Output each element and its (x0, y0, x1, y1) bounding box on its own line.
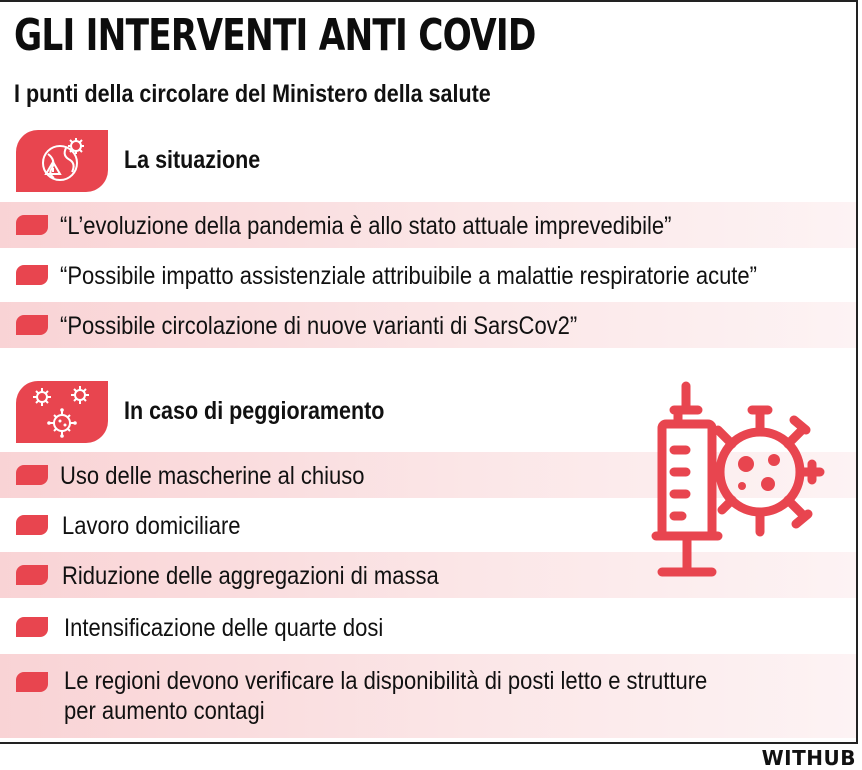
syringe-virus-icon (648, 380, 828, 592)
list-item (0, 604, 856, 650)
list-item-text: Lavoro domiciliare (62, 512, 241, 540)
bullet-marker (16, 215, 48, 235)
list-item-text: Uso delle mascherine al chiuso (60, 462, 365, 490)
bullet-marker (16, 315, 48, 335)
list-item (0, 202, 856, 248)
list-item (0, 252, 856, 298)
list-item-text: “Possibile impatto assistenziale attribuibile a malattie respiratorie acute” (60, 262, 757, 290)
bullet-marker (16, 515, 48, 535)
list-item (0, 302, 856, 348)
page-title: GLI INTERVENTI ANTI COVID (14, 10, 536, 61)
list-item (0, 654, 856, 738)
bullet-marker (16, 672, 48, 692)
bullet-marker (16, 265, 48, 285)
page-subtitle: I punti della circolare del Ministero della salute (14, 80, 491, 108)
section-title-situation: La situazione (124, 146, 261, 174)
bullet-marker (16, 565, 48, 585)
list-item-text-continued: per aumento contagi (64, 697, 265, 725)
section-title-worsening: In caso di peggioramento (124, 397, 385, 425)
bullet-marker (16, 617, 48, 637)
list-item-text: Riduzione delle aggregazioni di massa (62, 562, 439, 590)
list-item-text: Le regioni devono verificare la disponibilità di posti letto e strutture (64, 667, 708, 695)
list-item-text: “Possibile circolazione di nuove varianti di SarsCov2” (60, 312, 578, 340)
globe-virus-warning-icon (16, 130, 108, 192)
virus-cells-icon (16, 381, 108, 443)
list-item-text: “L’evoluzione della pandemia è allo stato attuale imprevedibile” (60, 212, 672, 240)
list-item-text: Intensificazione delle quarte dosi (64, 614, 384, 642)
brand-logo: WITHUB (761, 746, 856, 770)
bullet-marker (16, 465, 48, 485)
